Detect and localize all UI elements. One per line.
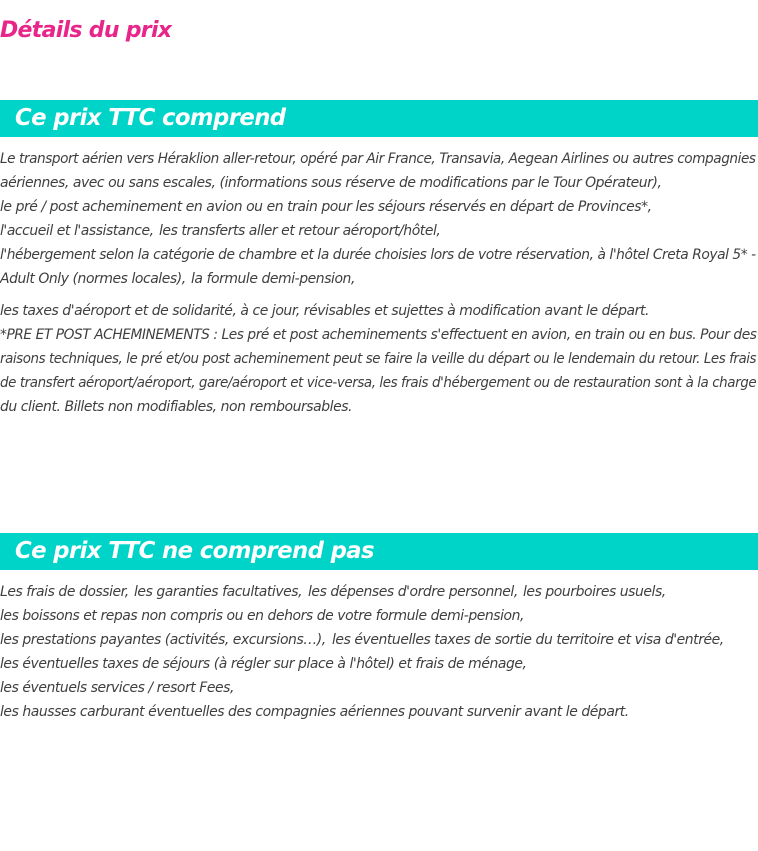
excluded-section-header: [0, 533, 758, 570]
included-item: les taxes d'aéroport et de solidarité, à ce jour, révisables et sujettes à modification avant le départ.: [0, 303, 649, 319]
included-item: les transferts aller et retour aéroport/hôtel,: [159, 223, 441, 239]
included-item: Le transport aérien vers Héraklion aller-retour, opéré par Air France, Transavia, Aegean Airlines ou autres compagnies: [0, 151, 756, 167]
included-heading: Ce prix TTC comprend: [15, 105, 286, 131]
excluded-item: Les frais de dossier,: [0, 584, 129, 600]
included-section-header: [0, 100, 758, 137]
excluded-item: les dépenses d'ordre personnel,: [307, 584, 518, 600]
acheminement-note-line: de transfert aéroport/aéroport, gare/aéroport et vice-versa, les frais d'hébergement ou de restauration sont à la charge: [0, 375, 757, 391]
excluded-heading: Ce prix TTC ne comprend pas: [15, 538, 375, 564]
acheminement-note-line: raisons techniques, le pré et/ou post acheminement peut se faire la veille du départ ou le lendemain du retour. Les frais: [0, 351, 757, 367]
included-item: l'accueil et l'assistance,: [0, 223, 154, 239]
included-item: l'hébergement selon la catégorie de chambre et la durée choisies lors de votre réservation, à l'hôtel Creta Royal 5* -: [0, 247, 756, 263]
acheminement-note-line: *PRE ET POST ACHEMINEMENTS : Les pré et post acheminements s'effectuent en avion, en train ou en bus. Pour des: [0, 327, 757, 343]
excluded-item: les éventuelles taxes de séjours (à régler sur place à l'hôtel) et frais de ménage,: [0, 656, 527, 672]
included-item: la formule demi-pension,: [191, 271, 356, 287]
excluded-item: les hausses carburant éventuelles des compagnies aériennes pouvant survenir avant le départ.: [0, 704, 629, 720]
included-list: [0, 147, 758, 419]
excluded-item: les pourboires usuels,: [523, 584, 667, 600]
excluded-item: les boissons et repas non compris ou en dehors de votre formule demi-pension,: [0, 608, 525, 624]
included-item: Adult Only (normes locales),: [0, 271, 186, 287]
excluded-item: les éventuelles taxes de sortie du territoire et visa d'entrée,: [331, 632, 724, 648]
excluded-item: les éventuels services / resort Fees,: [0, 680, 234, 696]
page-title: Détails du prix: [0, 18, 172, 43]
acheminement-note-line: du client. Billets non modifiables, non remboursables.: [0, 399, 353, 415]
included-item: aériennes, avec ou sans escales, (informations sous réserve de modifications par le Tour Opérateur),: [0, 175, 662, 191]
excluded-item: les garanties facultatives,: [134, 584, 303, 600]
included-item: le pré / post acheminement en avion ou en train pour les séjours réservés en départ de Provinces*,: [0, 199, 652, 215]
excluded-list: [0, 580, 758, 724]
excluded-item: les prestations payantes (activités, excursions…),: [0, 632, 326, 648]
